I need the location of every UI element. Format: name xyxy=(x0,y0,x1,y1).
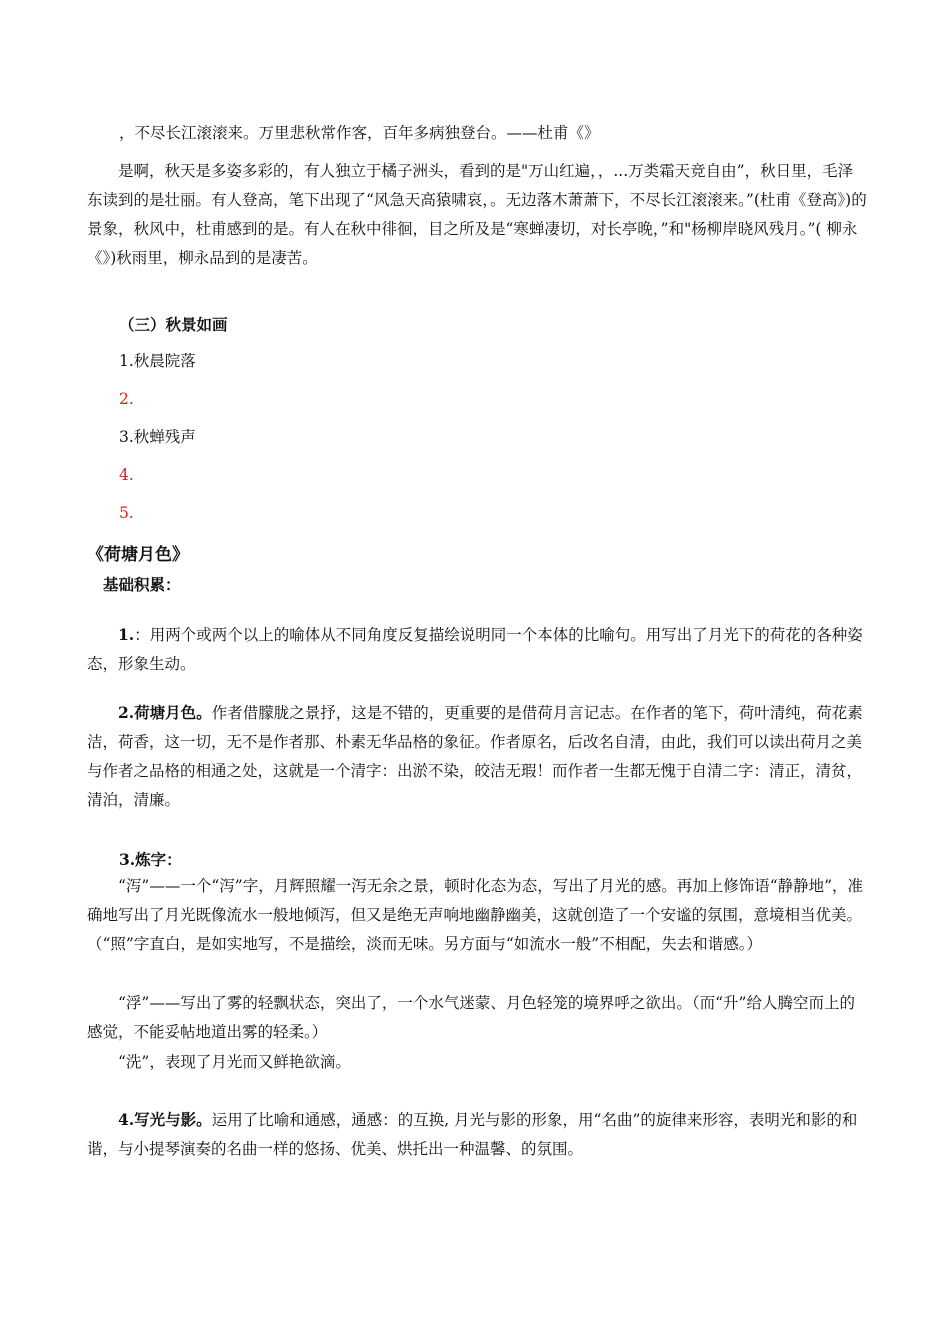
list-item: 2. xyxy=(119,390,134,408)
question-2 xyxy=(87,698,867,815)
list-item: 5. xyxy=(119,504,134,522)
question-3-paragraph-1: “泻”——一个“泻”字，月辉照耀一泻无余之景，顿时化态为态，写出了月光的感。再加上修饰语“静静地”，准确地写出了月光既像流水一般地倾泻，但又是绝无声响地幽静幽美，这就创造了一个安谧的氛围，意境相当优美。（“照”字直白，是如实地写，不是描绘，淡而无味。另方面与“如流水一般”不相配，失去和谐感。） xyxy=(87,877,864,953)
question-3-paragraph-2: “浮”——写出了雾的轻飘状态，突出了，一个水气迷蒙、月色轻笼的境界呼之欲出。（而“升”给人腾空而上的感觉，不能妥帖地道出雾的轻柔。） xyxy=(87,994,855,1041)
question-label: 4.写光与影。 xyxy=(118,1110,212,1129)
question-3-label: 3.炼字： xyxy=(119,850,182,869)
autumn-paragraph: 是啊，秋天是多姿多彩的，有人独立于橘子洲头，看到的是"万山红遍，，...万类霜天竞自由”，秋日里，毛泽东读到的是壮丽。有人登高，笔下出现了“风急天高猿啸哀，。无边落木萧萧下，不尽长江滚滚来。”(杜甫《登高》)的景象，秋风中，杜甫感到的是。有人在秋中徘徊，目之所及是“寒蝉凄切，对长亭晚，”和"杨柳岸晓风残月。”( 柳永《》)秋雨里，柳永品到的是凄苦。 xyxy=(87,162,867,267)
lesson-title: 《荷塘月色》 xyxy=(87,545,189,565)
question-text: ：用两个或两个以上的喻体从不同角度反复描绘说明同一个本体的比喻句。用写出了月光下的荷花的各种姿态，形象生动。 xyxy=(87,626,863,673)
list-item: 3.秋蝉残声 xyxy=(119,428,196,446)
question-1 xyxy=(87,620,867,679)
poem-line: ，不尽长江滚滚来。万里悲秋常作客，百年多病独登台。——杜甫《》 xyxy=(119,124,600,142)
question-3-paragraph-3: “洗”，表现了月光而又鲜艳欲滴。 xyxy=(118,1053,351,1071)
question-text: 运用了比喻和通感，通感：的互换, 月光与影的形象，用“名曲”的旋律来形容，表明光和影的和谐，与小提琴演奏的名曲一样的悠扬、优美、烘托出一种温馨、的氛围。 xyxy=(87,1111,858,1158)
question-label: 2.荷塘月色。 xyxy=(118,703,212,722)
list-item: 4. xyxy=(119,466,134,484)
list-item: 1.秋晨院落 xyxy=(119,352,196,370)
section-heading-autumn-scenes: （三）秋景如画 xyxy=(119,315,228,334)
question-label: 1. xyxy=(118,625,135,644)
question-4 xyxy=(87,1105,867,1164)
lesson-subtitle: 基础积累： xyxy=(103,575,181,594)
question-text: 作者借朦胧之景抒，这是不错的，更重要的是借荷月言记志。在作者的笔下，荷叶清纯，荷花素洁，荷香，这一切，无不是作者那、朴素无华品格的象征。作者原名，后改名自清，由此，我们可以读出荷月之美与作者之品格的相通之处，这就是一个清字：出淤不染，皎洁无瑕！而作者一生都无愧于自清二字：清正，清贫，清泊，清廉。 xyxy=(87,704,863,809)
